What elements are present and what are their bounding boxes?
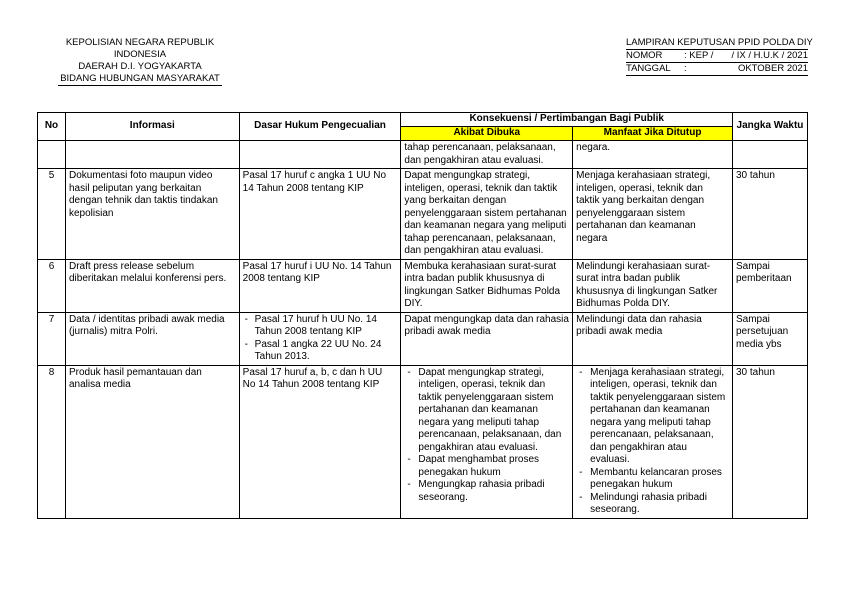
- table-row: [38, 169, 808, 260]
- decree-title: LAMPIRAN KEPUTUSAN PPID POLDA DIY: [626, 37, 813, 48]
- exemption-table: [37, 112, 808, 519]
- cell-jangka: Sampai persetujuan media ybs: [732, 312, 807, 365]
- list-item: - Pasal 17 huruf h UU No. 14 Tahun 2008 tentang KIP: [255, 314, 398, 339]
- cell-akibat: tahap perencanaan, pelaksanaan, dan pengakhiran atau evaluasi.: [401, 141, 573, 169]
- table-row: [38, 312, 808, 365]
- cell-akibat: Dapat mengungkap strategi, inteligen, operasi, teknik dan taktik yang berkaitan dengan penyelenggaraan sistem pertahanan dan keamanan negara yang meliputi tahap perencanaan, pelaksanaan, dan pengakhiran atau evaluasi.: [401, 169, 573, 260]
- decree-number-sep: : KEP /: [684, 50, 714, 61]
- decree-date-label: TANGGAL: [626, 63, 671, 74]
- header-no: No: [38, 113, 66, 141]
- cell-informasi: Dokumentasi foto maupun video hasil peliputan yang berkaitan dengan tehnik dan taktis tindakan kepolisian: [65, 169, 239, 260]
- cell-informasi: Draft press release sebelum diberitakan melalui konferensi pers.: [65, 259, 239, 312]
- cell-no: 7: [38, 312, 66, 365]
- header-konsekuensi: Konsekuensi / Pertimbangan Bagi Publik: [401, 113, 733, 127]
- cell-dasar-hukum: Pasal 17 huruf i UU No. 14 Tahun 2008 tentang KIP: [239, 259, 401, 312]
- decree-number-label: NOMOR: [626, 50, 663, 61]
- header-manfaat-ditutup: Manfaat Jika Ditutup: [573, 127, 733, 141]
- cell-manfaat: Melindungi kerahasiaan surat-surat intra badan publik khususnya di lingkungan Satker Bidhumas Polda DIY.: [573, 259, 733, 312]
- legal-basis-list: [243, 314, 398, 364]
- list-item: - Dapat menghambat proses penegakan hukum: [418, 454, 569, 479]
- cell-dasar-hukum: Pasal 17 huruf c angka 1 UU No 14 Tahun 2008 tentang KIP: [239, 169, 401, 260]
- list-item: - Menjaga kerahasiaan strategi, inteligen, operasi, teknik dan taktik penyelenggaraan sistem pertahanan dan keamanan negara yang meliputi tahap perencanaan, pelaksanaan, dan pengakhiran atau evaluasi.: [590, 367, 729, 467]
- cell-akibat: Dapat mengungkap data dan rahasia pribadi awak media: [401, 312, 573, 365]
- list-item: - Dapat mengungkap strategi, inteligen, operasi, teknik dan taktik penyelenggaraan sistem pertahanan dan keamanan negara yang meliputi tahap perencanaan, pelaksanaan, dan pengakhiran atau evaluasi.: [418, 367, 569, 455]
- cell-informasi: Produk hasil pemantauan dan analisa media: [65, 365, 239, 518]
- decree-number-row: [626, 50, 808, 63]
- list-item: - Pasal 1 angka 22 UU No. 24 Tahun 2013.: [255, 339, 398, 364]
- cell-informasi: Data / identitas pribadi awak media (jurnalis) mitra Polri.: [65, 312, 239, 365]
- institution-line-2: DAERAH D.I. YOGYAKARTA: [78, 61, 202, 72]
- cell-manfaat: Menjaga kerahasiaan strategi, inteligen, operasi, teknik dan taktik yang berkaitan dengan penyelenggaraan sistem pertahanan dan keamanan negara: [573, 169, 733, 260]
- institution-line-3: BIDANG HUBUNGAN MASYARAKAT: [60, 73, 220, 84]
- benefit-list: [576, 367, 729, 517]
- cell-akibat: Membuka kerahasiaan surat-surat intra badan publik khususnya di lingkungan Satker Bidhumas Polda DIY.: [401, 259, 573, 312]
- cell-akibat: [401, 365, 573, 518]
- list-item: - Mengungkap rahasia pribadi seseorang.: [418, 479, 569, 504]
- header-akibat-dibuka: Akibat Dibuka: [401, 127, 573, 141]
- decree-date-sep: :: [684, 63, 687, 74]
- institution-line-1: KEPOLISIAN NEGARA REPUBLIK INDONESIA: [65, 37, 215, 60]
- cell-jangka: 30 tahun: [732, 365, 807, 518]
- header-dasar-hukum: Dasar Hukum Pengecualian: [239, 113, 401, 141]
- cell-dasar-hukum: [239, 312, 401, 365]
- table-row-continuation: [38, 141, 808, 169]
- cell-jangka: 30 tahun: [732, 169, 807, 260]
- list-item: - Membantu kelancaran proses penegakan hukum: [590, 467, 729, 492]
- decree-date-row: [626, 63, 808, 76]
- cell-no: 6: [38, 259, 66, 312]
- header-jangka-waktu: Jangka Waktu: [732, 113, 807, 141]
- decree-number-value: / IX / H.U.K / 2021: [731, 50, 808, 61]
- header-informasi: Informasi: [65, 113, 239, 141]
- cell-no: 5: [38, 169, 66, 260]
- cell-dasar-hukum: Pasal 17 huruf a, b, c dan h UU No 14 Tahun 2008 tentang KIP: [239, 365, 401, 518]
- cell-manfaat: negara.: [573, 141, 733, 169]
- table-row: [38, 365, 808, 518]
- list-item: - Melindungi rahasia pribadi seseorang.: [590, 492, 729, 517]
- consequence-list: [404, 367, 569, 505]
- cell-manfaat: Melindungi data dan rahasia pribadi awak media: [573, 312, 733, 365]
- table-row: [38, 259, 808, 312]
- institution-header: [40, 37, 240, 86]
- cell-no: 8: [38, 365, 66, 518]
- decree-date-value: OKTOBER 2021: [737, 63, 808, 74]
- cell-jangka: Sampai pemberitaan: [732, 259, 807, 312]
- decree-reference: [626, 37, 813, 76]
- cell-manfaat: [573, 365, 733, 518]
